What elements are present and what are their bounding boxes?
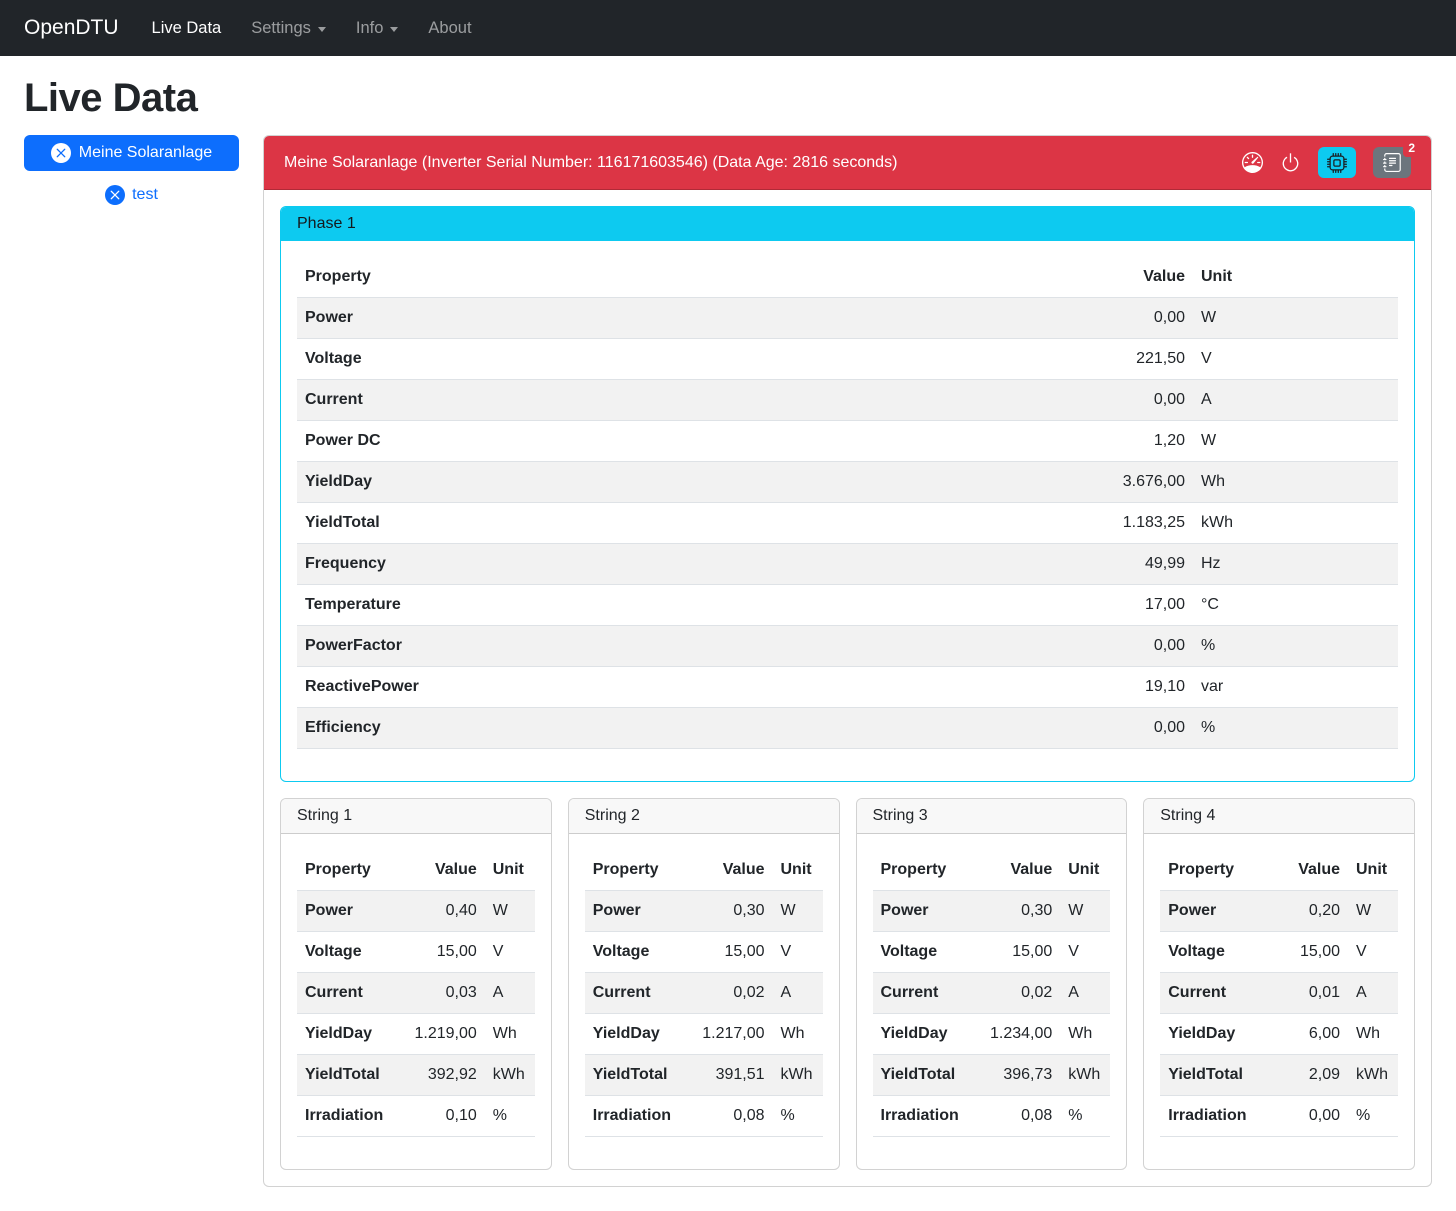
value-header: Value [968, 850, 1060, 891]
value-cell: 15,00 [681, 932, 773, 973]
table-row [585, 973, 823, 1014]
table-row [585, 1096, 823, 1137]
inverter-select-test[interactable] [105, 185, 158, 205]
table-row [297, 667, 1398, 708]
property-cell: YieldTotal [873, 1055, 969, 1096]
unit-header: Unit [1060, 850, 1110, 891]
table-row [873, 1055, 1111, 1096]
unit-cell: Wh [485, 1014, 535, 1055]
unit-cell: W [1193, 298, 1398, 339]
table-row [297, 1055, 535, 1096]
value-cell: 0,40 [393, 891, 485, 932]
unit-header: Unit [773, 850, 823, 891]
property-header: Property [1160, 850, 1256, 891]
table-row [297, 626, 1398, 667]
power-icon [1280, 152, 1301, 173]
table-row [585, 891, 823, 932]
value-cell: 0,00 [1043, 708, 1193, 749]
table-row [1160, 1096, 1398, 1137]
property-cell: Power [873, 891, 969, 932]
property-cell: YieldDay [297, 1014, 393, 1055]
value-cell: 0,03 [393, 973, 485, 1014]
table-row [297, 298, 1398, 339]
value-cell: 1,20 [1043, 421, 1193, 462]
unit-header: Unit [1193, 257, 1398, 298]
value-cell: 0,02 [681, 973, 773, 1014]
property-cell: Power [585, 891, 681, 932]
table-row [1160, 1055, 1398, 1096]
inverter-card [263, 135, 1432, 1187]
journal-text-icon [1383, 153, 1402, 172]
value-cell: 0,00 [1256, 1096, 1348, 1137]
unit-cell: Hz [1193, 544, 1398, 585]
inverter-card-header [264, 136, 1431, 190]
value-cell: 0,01 [1256, 973, 1348, 1014]
phase-data-table [297, 257, 1398, 749]
unit-cell: Wh [1193, 462, 1398, 503]
table-row [297, 421, 1398, 462]
property-cell: Irradiation [297, 1096, 393, 1137]
property-cell: Voltage [297, 339, 1043, 380]
table-row [1160, 891, 1398, 932]
x-circle-icon [105, 185, 125, 205]
value-cell: 17,00 [1043, 585, 1193, 626]
string-card [856, 798, 1128, 1170]
event-count-badge: 2 [1403, 139, 1420, 157]
string-card [280, 798, 552, 1170]
table-row [297, 973, 535, 1014]
property-cell: Irradiation [585, 1096, 681, 1137]
property-cell: YieldDay [585, 1014, 681, 1055]
value-header: Value [681, 850, 773, 891]
unit-cell: % [1348, 1096, 1398, 1137]
property-header: Property [297, 257, 1043, 298]
value-cell: 0,20 [1256, 891, 1348, 932]
value-cell: 15,00 [1256, 932, 1348, 973]
unit-cell: W [1193, 421, 1398, 462]
unit-cell: W [773, 891, 823, 932]
inverter-select-button-active[interactable] [24, 135, 239, 171]
value-cell: 2,09 [1256, 1055, 1348, 1096]
property-cell: Efficiency [297, 708, 1043, 749]
x-circle-icon [51, 143, 71, 163]
limit-settings-button[interactable] [1242, 152, 1263, 173]
value-cell: 6,00 [1256, 1014, 1348, 1055]
unit-cell: % [1193, 708, 1398, 749]
table-row [297, 708, 1398, 749]
inverter-header-text: Meine Solaranlage (Inverter Serial Number: 116171603546) (Data Age: 2816 seconds) [284, 153, 898, 171]
property-header: Property [585, 850, 681, 891]
inverter-card-body [264, 190, 1431, 1186]
navbar [0, 0, 1456, 56]
value-cell: 15,00 [393, 932, 485, 973]
value-cell: 0,00 [1043, 380, 1193, 421]
inverter-select-test-label: test [132, 186, 158, 203]
inverter-selector-sidebar [24, 135, 239, 205]
caret-down-icon [390, 27, 398, 32]
string-data-table [585, 850, 823, 1137]
string-data-table [873, 850, 1111, 1137]
unit-cell: % [485, 1096, 535, 1137]
property-cell: Current [297, 380, 1043, 421]
value-header: Value [1043, 257, 1193, 298]
string-data-table [297, 850, 535, 1137]
value-cell: 0,30 [681, 891, 773, 932]
property-cell: Current [1160, 973, 1256, 1014]
value-cell: 3.676,00 [1043, 462, 1193, 503]
unit-cell: A [1193, 380, 1398, 421]
value-cell: 19,10 [1043, 667, 1193, 708]
nav-item-live-data[interactable] [137, 11, 237, 46]
nav-links [137, 11, 487, 46]
unit-cell: A [1348, 973, 1398, 1014]
string-card [1143, 798, 1415, 1170]
unit-cell: var [1193, 667, 1398, 708]
value-cell: 221,50 [1043, 339, 1193, 380]
value-header: Value [1256, 850, 1348, 891]
value-cell: 1.183,25 [1043, 503, 1193, 544]
value-header: Value [393, 850, 485, 891]
nav-item-info[interactable] [341, 11, 414, 46]
table-row [297, 462, 1398, 503]
property-cell: Current [873, 973, 969, 1014]
value-cell: 0,00 [1043, 298, 1193, 339]
table-header-row [297, 850, 535, 891]
property-cell: YieldDay [1160, 1014, 1256, 1055]
unit-cell: A [485, 973, 535, 1014]
property-cell: YieldDay [873, 1014, 969, 1055]
unit-cell: W [1348, 891, 1398, 932]
speedometer-icon [1242, 152, 1263, 173]
value-cell: 0,02 [968, 973, 1060, 1014]
unit-cell: kWh [1060, 1055, 1110, 1096]
value-cell: 15,00 [968, 932, 1060, 973]
table-row [297, 544, 1398, 585]
table-row [1160, 1014, 1398, 1055]
string-data-table [1160, 850, 1398, 1137]
property-cell: Voltage [585, 932, 681, 973]
value-cell: 1.234,00 [968, 1014, 1060, 1055]
property-header: Property [297, 850, 393, 891]
property-cell: Power [1160, 891, 1256, 932]
table-row [873, 1096, 1111, 1137]
property-cell: Power [297, 298, 1043, 339]
unit-cell: V [1193, 339, 1398, 380]
table-header-row [297, 257, 1398, 298]
property-cell: Frequency [297, 544, 1043, 585]
unit-header: Unit [485, 850, 535, 891]
nav-item-about-label: About [428, 18, 472, 37]
page-title: Live Data [24, 76, 198, 120]
property-cell: Current [297, 973, 393, 1014]
brand-opendtu[interactable]: OpenDTU [24, 16, 119, 39]
string-card-title: String 4 [1144, 799, 1414, 834]
value-cell: 396,73 [968, 1055, 1060, 1096]
nav-item-settings[interactable] [236, 11, 341, 46]
inverter-info-button[interactable] [1318, 147, 1356, 178]
unit-cell: A [773, 973, 823, 1014]
string-card-title: String 1 [281, 799, 551, 834]
table-row [297, 585, 1398, 626]
unit-cell: Wh [1060, 1014, 1110, 1055]
table-row [297, 1096, 535, 1137]
unit-cell: % [1060, 1096, 1110, 1137]
unit-cell: V [773, 932, 823, 973]
phase-card [280, 206, 1415, 782]
inverter-toolbar [1242, 141, 1415, 178]
content-layout [0, 135, 1456, 1211]
unit-cell: W [485, 891, 535, 932]
table-row [585, 1014, 823, 1055]
cpu-icon [1327, 153, 1347, 173]
string-card-body [1144, 834, 1414, 1169]
value-cell: 0,08 [681, 1096, 773, 1137]
property-cell: Temperature [297, 585, 1043, 626]
phase-card-body [281, 241, 1414, 781]
unit-cell: Wh [1348, 1014, 1398, 1055]
property-cell: YieldTotal [585, 1055, 681, 1096]
value-cell: 391,51 [681, 1055, 773, 1096]
table-row [1160, 973, 1398, 1014]
table-row [297, 380, 1398, 421]
property-cell: YieldTotal [297, 1055, 393, 1096]
strings-row [280, 798, 1415, 1170]
table-row [297, 503, 1398, 544]
value-cell: 49,99 [1043, 544, 1193, 585]
unit-cell: V [485, 932, 535, 973]
property-cell: Irradiation [1160, 1096, 1256, 1137]
unit-cell: V [1060, 932, 1110, 973]
table-row [297, 932, 535, 973]
property-cell: Voltage [297, 932, 393, 973]
property-cell: YieldDay [297, 462, 1043, 503]
table-header-row [873, 850, 1111, 891]
table-row [297, 891, 535, 932]
property-cell: PowerFactor [297, 626, 1043, 667]
table-row [585, 932, 823, 973]
unit-cell: Wh [773, 1014, 823, 1055]
table-row [585, 1055, 823, 1096]
event-log-button[interactable] [1373, 141, 1415, 178]
property-cell: ReactivePower [297, 667, 1043, 708]
unit-cell: kWh [485, 1055, 535, 1096]
table-row [873, 973, 1111, 1014]
property-cell: Power DC [297, 421, 1043, 462]
nav-item-live-data-label: Live Data [151, 18, 222, 37]
value-cell: 1.217,00 [681, 1014, 773, 1055]
table-row [297, 339, 1398, 380]
unit-cell: % [773, 1096, 823, 1137]
caret-down-icon [318, 27, 326, 32]
value-cell: 0,00 [1043, 626, 1193, 667]
unit-cell: °C [1193, 585, 1398, 626]
inverter-select-label: Meine Solaranlage [78, 144, 213, 161]
unit-cell: kWh [1193, 503, 1398, 544]
string-card-title: String 3 [857, 799, 1127, 834]
property-cell: Power [297, 891, 393, 932]
value-cell: 0,08 [968, 1096, 1060, 1137]
property-header: Property [873, 850, 969, 891]
property-cell: YieldTotal [297, 503, 1043, 544]
unit-cell: kWh [773, 1055, 823, 1096]
unit-header: Unit [1348, 850, 1398, 891]
property-cell: Current [585, 973, 681, 1014]
string-card-body [569, 834, 839, 1169]
nav-item-about[interactable] [413, 11, 486, 46]
string-card [568, 798, 840, 1170]
value-cell: 392,92 [393, 1055, 485, 1096]
table-header-row [585, 850, 823, 891]
table-row [1160, 932, 1398, 973]
string-card-body [857, 834, 1127, 1169]
property-cell: Irradiation [873, 1096, 969, 1137]
value-cell: 0,30 [968, 891, 1060, 932]
nav-item-info-label: Info [355, 18, 384, 37]
unit-cell: kWh [1348, 1055, 1398, 1096]
unit-cell: V [1348, 932, 1398, 973]
table-row [873, 932, 1111, 973]
property-cell: Voltage [1160, 932, 1256, 973]
power-toggle-button[interactable] [1280, 152, 1301, 173]
unit-cell: A [1060, 973, 1110, 1014]
nav-item-settings-label: Settings [251, 18, 311, 37]
phase-card-title: Phase 1 [281, 207, 1414, 241]
table-row [297, 1014, 535, 1055]
value-cell: 1.219,00 [393, 1014, 485, 1055]
unit-cell: % [1193, 626, 1398, 667]
property-cell: YieldTotal [1160, 1055, 1256, 1096]
value-cell: 0,10 [393, 1096, 485, 1137]
table-row [873, 1014, 1111, 1055]
string-card-body [281, 834, 551, 1169]
unit-cell: W [1060, 891, 1110, 932]
table-header-row [1160, 850, 1398, 891]
main-content [263, 135, 1432, 1187]
table-row [873, 891, 1111, 932]
string-card-title: String 2 [569, 799, 839, 834]
property-cell: Voltage [873, 932, 969, 973]
